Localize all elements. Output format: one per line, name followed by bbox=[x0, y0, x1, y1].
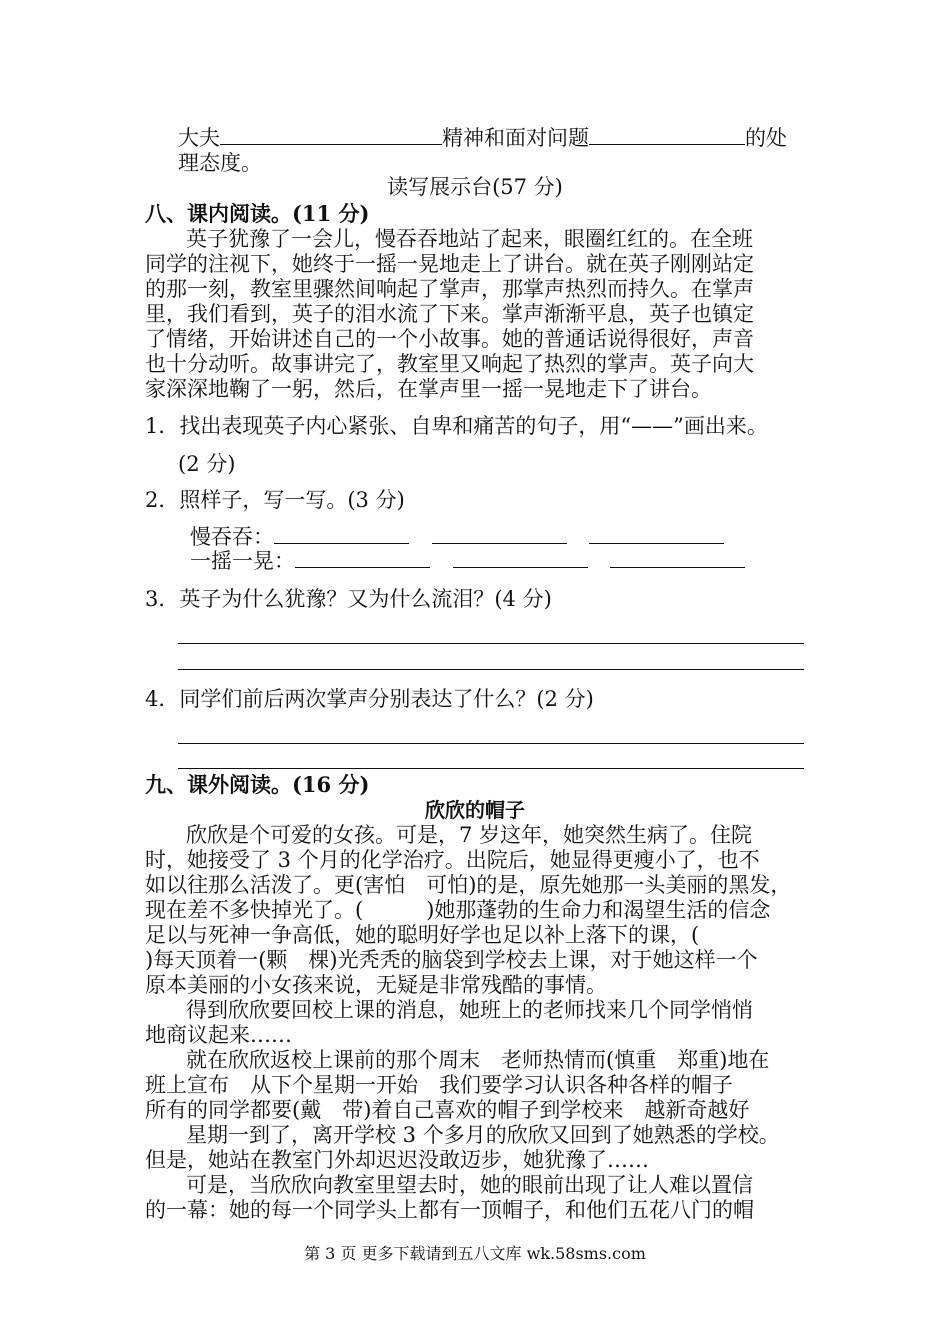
passage-line: 班上宣布 从下个星期一开始 我们要学习认识各种各样的帽子 bbox=[145, 1073, 733, 1097]
answer-blank[interactable] bbox=[453, 547, 588, 568]
passage-line: )每天顶着一(颗 棵)光秃秃的脑袋到学校去上课，对于她这样一个 bbox=[145, 948, 758, 972]
passage-line: 也十分动听。故事讲完了，教室里又响起了热烈的掌声。英子向大 bbox=[145, 352, 754, 376]
passage-line: 地商议起来…… bbox=[145, 1023, 292, 1047]
section-9-heading: 九、课外阅读。(16 分) bbox=[145, 772, 370, 797]
question-3: 3．英子为什么犹豫？又为什么流泪？(4 分) bbox=[145, 587, 552, 611]
passage-line: 同学的注视下，她终于一摇一晃地走上了讲台。就在英子刚刚站定 bbox=[145, 252, 754, 276]
top-text-a: 大夫 bbox=[178, 126, 220, 150]
answer-blank[interactable] bbox=[220, 124, 442, 145]
answer-blank[interactable] bbox=[295, 547, 430, 568]
top-line-2: 理态度。 bbox=[178, 151, 262, 175]
passage-line: 里，我们看到，英子的泪水流了下来。掌声渐渐平息，英子也镇定 bbox=[145, 302, 754, 326]
passage-line: 足以与死神一争高低，她的聪明好学也足以补上落下的课，( bbox=[145, 923, 700, 947]
section-8-heading: 八、课内阅读。(11 分) bbox=[145, 201, 370, 226]
question-2: 2．照样子，写一写。(3 分) bbox=[145, 488, 405, 512]
answer-line[interactable] bbox=[178, 743, 804, 744]
passage-line: 英子犹豫了一会儿，慢吞吞地站了起来，眼圈红红的。在全班 bbox=[186, 227, 753, 251]
passage-line: 欣欣是个可爱的女孩。可是，7 岁这年，她突然生病了。住院 bbox=[186, 823, 753, 847]
q2-label-b: 一摇一晃： bbox=[190, 549, 295, 573]
question-1-score: (2 分) bbox=[178, 452, 236, 476]
answer-line[interactable] bbox=[178, 768, 804, 769]
passage-line: 现在差不多快掉光了。( )她那蓬勃的生命力和渴望生活的信念 bbox=[145, 898, 771, 922]
q2-row-a bbox=[190, 523, 724, 550]
answer-line[interactable] bbox=[178, 669, 804, 670]
q2-label-a: 慢吞吞： bbox=[190, 525, 274, 549]
answer-line[interactable] bbox=[178, 643, 804, 644]
passage-line: 如以往那么活泼了。更(害怕 可怕)的是，原先她那一头美丽的黑发， bbox=[145, 873, 792, 897]
passage-line: 就在欣欣返校上课前的那个周末 老师热情而(慎重 郑重)地在 bbox=[186, 1048, 770, 1072]
answer-blank[interactable] bbox=[610, 547, 745, 568]
passage-line: 的一幕：她的每一个同学头上都有一顶帽子，和他们五花八门的帽 bbox=[145, 1198, 754, 1222]
passage-line: 的那一刻，教室里骤然间响起了掌声，那掌声热烈而持久。在掌声 bbox=[145, 277, 754, 301]
answer-blank[interactable] bbox=[274, 523, 409, 544]
story-title: 欣欣的帽子 bbox=[425, 798, 525, 822]
question-4: 4．同学们前后两次掌声分别表达了什么？(2 分) bbox=[145, 687, 594, 711]
passage-line: 了情绪，开始讲述自己的一个小故事。她的普通话说得很好，声音 bbox=[145, 327, 754, 351]
passage-line: 星期一到了，离开学校 3 个多月的欣欣又回到了她熟悉的学校。 bbox=[186, 1123, 780, 1147]
passage-line: 所有的同学都要(戴 带)着自己喜欢的帽子到学校来 越新奇越好 bbox=[145, 1098, 750, 1122]
page-footer: 第 3 页 更多下载请到五八文库 wk.58sms.com bbox=[304, 1244, 646, 1263]
passage-line: 原本美丽的小女孩来说，无疑是非常残酷的事情。 bbox=[145, 973, 607, 997]
question-1: 1．找出表现英子内心紧张、自卑和痛苦的句子，用“——”画出来。 bbox=[145, 414, 768, 438]
passage-line: 家深深地鞠了一躬，然后，在掌声里一摇一晃地走下了讲台。 bbox=[145, 377, 712, 401]
section-title: 读写展示台(57 分) bbox=[387, 175, 563, 199]
answer-blank[interactable] bbox=[589, 523, 724, 544]
top-text-c: 的处 bbox=[745, 126, 787, 150]
top-line-1 bbox=[178, 124, 787, 151]
q2-row-b bbox=[190, 547, 745, 574]
top-text-b: 精神和面对问题 bbox=[442, 126, 589, 150]
answer-blank[interactable] bbox=[432, 523, 567, 544]
passage-line: 但是，她站在教室门外却迟迟没敢迈步，她犹豫了…… bbox=[145, 1148, 649, 1172]
passage-line: 得到欣欣要回校上课的消息，她班上的老师找来几个同学悄悄 bbox=[186, 998, 753, 1022]
passage-line: 时，她接受了 3 个月的化学治疗。出院后，她显得更瘦小了，也不 bbox=[145, 848, 760, 872]
passage-line: 可是，当欣欣向教室里望去时，她的眼前出现了让人难以置信 bbox=[186, 1173, 753, 1197]
answer-blank[interactable] bbox=[589, 124, 745, 145]
